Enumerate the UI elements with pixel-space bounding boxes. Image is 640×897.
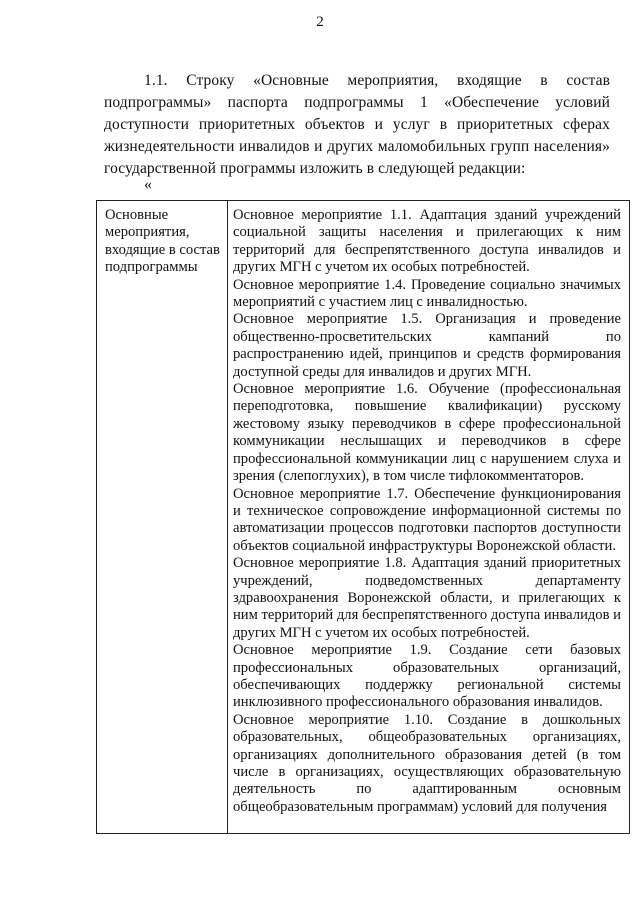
page-number: 2 [316,14,324,30]
measure-1-7: Основное мероприятие 1.7. Обеспечение функционирования и техническое сопровождение информационной системы по автоматизации процессов подготовки паспортов доступности объектов социальной инфраструктуры Воронежской области. [233,485,621,554]
measure-1-9: Основное мероприятие 1.9. Создание сети базовых профессиональных образовательных организаций, обеспечивающих поддержку региональной системы инклюзивного профессионального образования инвалидов. [233,642,621,711]
row-label-cell: Основные мероприятия, входящие в состав подпрограммы [97,201,228,834]
measure-1-5: Основное мероприятие 1.5. Организация и проведение общественно-просветительских кампаний по распространению идей, принципов и средств формирования доступной среды для инвалидов и других МГН. [233,311,621,380]
measure-1-6: Основное мероприятие 1.6. Обучение (профессиональная переподготовка, повышение квалификации) русскому жестовому языку переводчиков в сфере профессиональной коммуникации неслышащих и переводчиков в сфере профессиональной коммуникации лиц с нарушением слуха и зрения (слепоглухих), в том числе тифлокомментаторов. [233,381,621,485]
measure-1-10: Основное мероприятие 1.10. Создание в дошкольных образовательных, общеобразовательных организациях, организациях дополнительного образования детей (в том числе в организациях, осуществляющих образовательную деятельность по адаптированным основным общеобразовательным программам) условий для получения [233,711,621,815]
measure-1-4: Основное мероприятие 1.4. Проведение социально значимых мероприятий с участием лиц с инвалидностью. [233,276,621,311]
measure-1-8: Основное мероприятие 1.8. Адаптация зданий приоритетных учреждений, подведомственных департаменту здравоохранения Воронежской области, и прилегающих к ним территорий для беспрепятственного доступа инвалидов и других МГН с учетом их особых потребностей. [233,555,621,641]
intro-paragraph: 1.1. Строку «Основные мероприятия, входящие в состав подпрограммы» паспорта подпрограммы 1 «Обеспечение условий доступности приоритетных объектов и услуг в приоритетных сферах жизнедеятельности инвалидов и других маломобильных групп населения» государственной программы изложить в следующей редакции: [104,71,610,177]
subprogram-measures-table [96,200,630,834]
measures-cell [228,201,630,834]
opening-quote-mark: « [144,176,152,193]
measure-1-1: Основное мероприятие 1.1. Адаптация зданий учреждений социальной защиты населения и прилегающих к ним территорий для беспрепятственного доступа инвалидов и других МГН с учетом их особых потребностей. [233,207,621,276]
table-row [97,201,630,834]
